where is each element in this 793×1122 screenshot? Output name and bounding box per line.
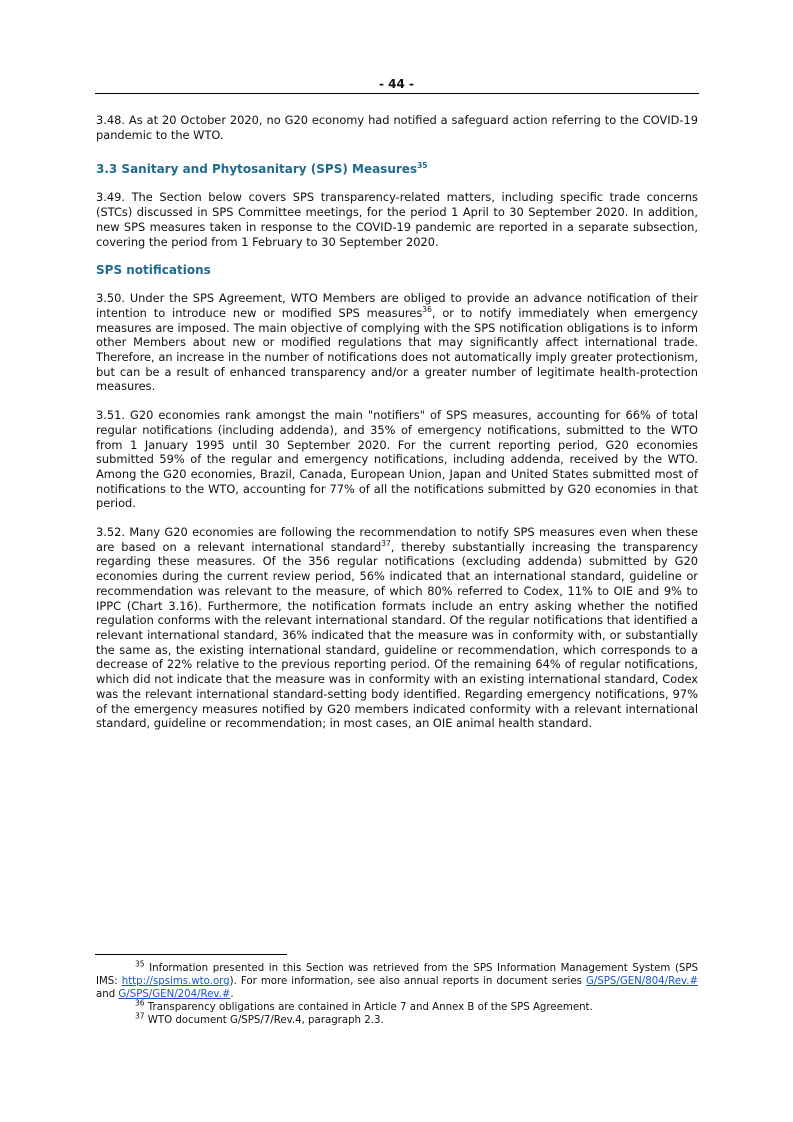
page-number: - 44 - (378, 77, 414, 91)
section-heading-3-3 (96, 162, 698, 176)
footnote-36 (96, 998, 698, 1014)
footnote-ref-35[interactable]: 35 (417, 161, 428, 171)
footnote-35-text-d: . (230, 989, 234, 1000)
paragraph-3-50-text-a: 3.50. Under the SPS Agreement, WTO Members are obliged to provide an advance notification of their intention to introduce new or modified SPS measures (96, 291, 698, 320)
paragraph-3-49: 3.49. The Section below covers SPS transparency-related matters, including specific trade concerns (STCs) discussed in SPS Committee meetings, for the period 1 April to 30 September 2020. In addition, new SPS measures taken in response to the COVID-19 pandemic are reported in a separate subsection, covering the period from 1 February to 30 September 2020. (96, 190, 698, 249)
footnotes (96, 959, 698, 1027)
footnote-37 (96, 1011, 698, 1027)
paragraph-3-52-text-a: 3.52. Many G20 economies are following the recommendation to notify SPS measures even when these are based on a relevant international standard (96, 525, 698, 554)
footnote-35 (96, 959, 698, 1001)
footnote-35-text-c: and (96, 989, 119, 1000)
footnote-number: 37 (135, 1011, 145, 1021)
footnote-number: 35 (135, 959, 145, 969)
paragraph-3-48: 3.48. As at 20 October 2020, no G20 economy had notified a safeguard action referring to the COVID-19 pandemic to the WTO. (96, 113, 698, 142)
footnote-37-text: WTO document G/SPS/7/Rev.4, paragraph 2.3. (144, 1015, 384, 1026)
gen-804-link[interactable]: G/SPS/GEN/804/Rev.# (586, 976, 698, 987)
paragraph-3-51: 3.51. G20 economies rank amongst the main "notifiers" of SPS measures, accounting for 66% of total regular notifications (including addenda), and 35% of emergency notifications, submitted to the WTO from 1 January 1995 until 30 September 2020. For the current reporting period, G20 economies submitted 59% of the regular and emergency notifications, including addenda, received by the WTO. Among the G20 economies, Brazil, Canada, European Union, Japan and United States submitted most of notifications to the WTO, accounting for 77% of all the notifications submitted by G20 economies in that period. (96, 408, 698, 511)
gen-204-link[interactable]: G/SPS/GEN/204/Rev.# (118, 989, 231, 1000)
footnote-35-text-b: ). For more information, see also annual reports in document series (229, 976, 586, 987)
paragraph-3-52 (96, 525, 698, 731)
paragraph-3-50 (96, 291, 698, 394)
spsims-link[interactable]: http://spsims.wto.org (121, 976, 230, 987)
footnote-number: 36 (135, 998, 145, 1008)
footnote-ref-37[interactable]: 37 (381, 538, 391, 548)
footnote-separator (95, 954, 287, 955)
header-rule (95, 93, 699, 94)
subheading-sps-notifications: SPS notifications (96, 263, 211, 278)
footnote-35-text-a: Information presented in this Section was retrieved from the SPS Information Management System (SPS IMS: (96, 963, 698, 987)
document-body (96, 113, 698, 745)
paragraph-3-50-text-b: , or to notify immediately when emergency measures are imposed. The main objective of complying with the SPS notification obligations is to inform other Members about new or modified regulations that may significantly affect international trade. Therefore, an increase in the number of notifications does not automatically imply greater protectionism, but can be a result of enhanced transparency and/or a greater number of legitimate health-protection measures. (96, 305, 698, 394)
section-heading-text: 3.3 Sanitary and Phytosanitary (SPS) Measures (96, 162, 418, 177)
footnote-36-text: Transparency obligations are contained in Article 7 and Annex B of the SPS Agreement. (144, 1002, 593, 1013)
paragraph-3-52-text-b: , thereby substantially increasing the transparency regarding these measures. Of the 356 regular notifications (excluding addenda) submitted by G20 economies during the current review period, 56% indicated that an international standard, guideline or recommendation was relevant to the measure, of which 80% referred to Codex, 11% to OIE and 9% to IPPC (Chart 3.16). Furthermore, the notification formats include an entry asking whether the notified regulation conforms with the relevant international standard. Of the regular notifications that identified a relevant international standard, 36% indicated that the measure was in conformity with, or substantially the same as, the existing international standard, guideline or recommendation, which corresponds to a decrease of 22% relative to the previous reporting period. Of the remaining 64% of regular notifications, which did not indicate that the measure was in conformity with an existing international standard, Codex was the relevant international standard-setting body identified. Regarding emergency notifications, 97% of the emergency measures notified by G20 members indicated conformity with a relevant international standard, guideline or recommendation; in most cases, an OIE animal health standard. (96, 539, 699, 731)
footnote-ref-36[interactable]: 36 (422, 305, 432, 315)
